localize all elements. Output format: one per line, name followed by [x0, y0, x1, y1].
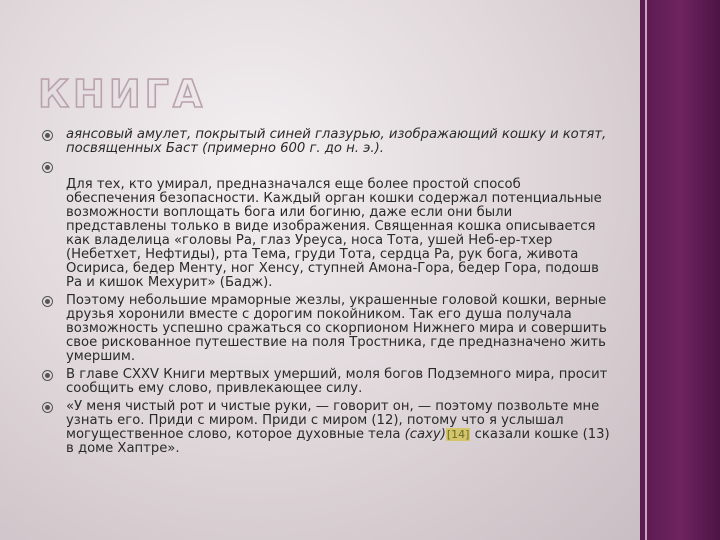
item-text: В главе CXXV Книги мертвых умерший, моля богов Подземного мира, просит сообщить ему слово, привлекающее силу. [66, 367, 608, 396]
list-item [42, 400, 612, 456]
list-item [42, 160, 612, 174]
decorative-sidebar [640, 0, 720, 540]
bullet-icon [42, 162, 53, 173]
item-text-italic: (саху) [404, 427, 446, 442]
bullet-icon [42, 130, 53, 141]
item-text-b: сказали кошке (13) в доме Хаптре». [66, 427, 610, 456]
slide-title: КНИГА [38, 72, 207, 116]
sidebar-divider [645, 0, 647, 540]
list-item [42, 294, 612, 364]
item-text: Поэтому небольшие мраморные жезлы, украшенные головой кошки, верные друзья хоронили вместе с дорогим покойником. Так его душа получала возможность успешно сражаться со скорпионом Нижнего мира и совершить свое рискованное путешествие на поля Тростника, где предназначено жить умершим. [66, 293, 607, 364]
bullet-list [42, 128, 612, 456]
bullet-icon [42, 296, 53, 307]
paragraph [42, 178, 612, 290]
footnote-link[interactable]: [14] [446, 428, 470, 441]
list-item [42, 128, 612, 156]
list-item [42, 368, 612, 396]
bullet-icon [42, 370, 53, 381]
bullet-icon [42, 402, 53, 413]
item-text: аянсовый амулет, покрытый синей глазурью, изображающий кошку и котят, посвященных Баст (примерно 600 г. до н. э.). [66, 127, 607, 156]
item-text-a: «У меня чистый рот и чистые руки, — говорит он, — поэтому позвольте мне узнать его. Приди с миром. Приди с миром (12), потому что я услышал могущественное слово, которое духовные тела [66, 399, 600, 442]
item-text: Для тех, кто умирал, предназначался еще более простой способ обеспечения безопасности. Каждый орган кошки содержал потенциальные возможности воплощать бога или богиню, даже если они были представлены только в виде изображения. Священная кошка описывается как владелица «головы Ра, глаз Уреуса, носа Тота, ушей Неб-ер-тхер (Небетхет, Нефтиды), рта Тема, груди Тота, сердца Ра, рук бога, живота Осириса, бедер Менту, ног Хенсу, ступней Амона-Гора, бедер Гора, подошв Ра и кишок Мехурит» (Бадж). [66, 177, 602, 290]
